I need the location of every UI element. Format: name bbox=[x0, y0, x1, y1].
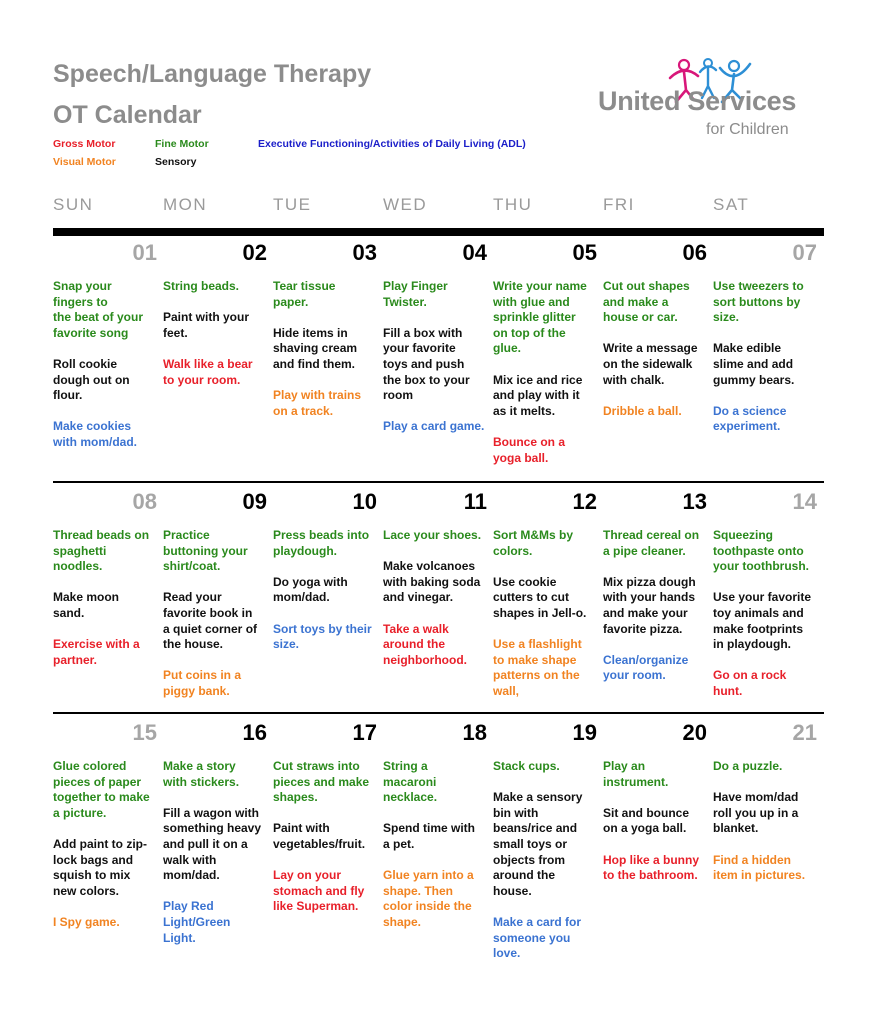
activity-item: Make a story with stickers. bbox=[163, 759, 240, 789]
activity-item: Make a sensory bin with beans/rice and small toys or objects from around the house. bbox=[493, 790, 583, 898]
activity-item: Walk like a bear to your room. bbox=[163, 356, 253, 387]
activity-item: Play Finger Twister. bbox=[383, 279, 448, 309]
day-number: 01 bbox=[132, 240, 157, 265]
activity-item: Make cookies with mom/dad. bbox=[53, 419, 137, 449]
activity-item: String beads. bbox=[163, 279, 240, 293]
activity-item: Snap your fingers to the beat of your favorite song bbox=[53, 279, 144, 340]
day-number: 02 bbox=[242, 240, 267, 265]
day-number: 12 bbox=[572, 489, 597, 514]
activity-item: Write a message on the sidewalk with chalk. bbox=[603, 341, 698, 387]
activity-list bbox=[163, 279, 267, 404]
activity-item: Do yoga with mom/dad. bbox=[273, 574, 348, 605]
activity-item: Dribble a ball. bbox=[603, 403, 682, 418]
activity-item: Squeezing toothpaste onto your toothbrush. bbox=[713, 528, 809, 574]
activity-list bbox=[383, 759, 487, 946]
activity-item: I Spy game. bbox=[53, 914, 120, 929]
day-name-mon: MON bbox=[163, 195, 208, 214]
activity-list bbox=[53, 279, 157, 466]
activity-item: Play an instrument. bbox=[603, 759, 669, 789]
page-subtitle: OT Calendar bbox=[53, 101, 202, 129]
activity-item: Write your name with glue and sprinkle glitter on top of the glue. bbox=[493, 279, 587, 356]
activity-item: Thread cereal on a pipe cleaner. bbox=[603, 528, 700, 558]
activity-item: Cut straws into pieces and make shapes. bbox=[273, 759, 370, 805]
day-number: 08 bbox=[132, 489, 157, 514]
activity-list bbox=[383, 528, 487, 684]
activity-item: Thread beads on spaghetti noodles. bbox=[53, 528, 150, 574]
legend-gross-motor: Gross Motor bbox=[53, 138, 116, 150]
activity-item: Take a walk around the neighborhood. bbox=[383, 621, 467, 667]
day-name-sat: SAT bbox=[713, 195, 750, 214]
activity-item: Hide items in shaving cream and find them. bbox=[273, 325, 358, 371]
activity-item: Use your favorite toy animals and make footprints in playdough. bbox=[713, 590, 812, 652]
activity-item: Lace your shoes. bbox=[383, 528, 482, 542]
activity-item: Glue yarn into a shape. Then color inside the shape. bbox=[383, 868, 474, 929]
day-number: 19 bbox=[572, 720, 597, 745]
activity-item: Add paint to zip- lock bags and squish to mix new colors. bbox=[53, 836, 147, 898]
activity-item: Mix ice and rice and play with it as it melts. bbox=[493, 372, 583, 418]
day-number: 17 bbox=[352, 720, 377, 745]
day-number: 03 bbox=[352, 240, 377, 265]
activity-item: Hop like a bunny to the bathroom. bbox=[603, 852, 700, 883]
activity-list bbox=[163, 528, 267, 715]
day-number: 15 bbox=[132, 720, 157, 745]
legend-sensory: Sensory bbox=[155, 156, 197, 168]
activity-item: Make volcanoes with baking soda and vinegar. bbox=[383, 559, 481, 605]
activity-item: Use cookie cutters to cut shapes in Jell-o. bbox=[493, 574, 587, 620]
day-number: 10 bbox=[352, 489, 377, 514]
activity-list bbox=[493, 759, 597, 977]
activity-item: Clean/organize your room. bbox=[603, 652, 689, 683]
day-number: 05 bbox=[572, 240, 597, 265]
activity-item: Bounce on a yoga ball. bbox=[493, 434, 566, 465]
activity-item: Press beads into playdough. bbox=[273, 528, 370, 558]
activity-list bbox=[493, 279, 597, 482]
day-number: 13 bbox=[682, 489, 707, 514]
activity-item: Paint with vegetables/fruit. bbox=[273, 821, 366, 851]
activity-item: Put coins in a piggy bank. bbox=[163, 668, 242, 698]
activity-item: Have mom/dad roll you up in a blanket. bbox=[713, 790, 799, 836]
day-number: 07 bbox=[792, 240, 817, 265]
day-number: 11 bbox=[463, 489, 487, 514]
activity-item: Play with trains on a track. bbox=[273, 388, 362, 418]
activity-list bbox=[383, 279, 487, 451]
page-title: Speech/Language Therapy bbox=[53, 60, 372, 88]
activity-list bbox=[273, 759, 377, 931]
activity-list bbox=[273, 528, 377, 668]
activity-item: Use a flashlight to make shape patterns on the wall, bbox=[493, 637, 582, 698]
activity-item: Make moon sand. bbox=[53, 590, 120, 620]
activity-item: Glue colored pieces of paper together to make a picture. bbox=[53, 759, 150, 820]
activity-list bbox=[713, 759, 817, 899]
activity-list bbox=[493, 528, 597, 715]
calendar-top-rule bbox=[53, 228, 824, 236]
activity-item: Make a card for someone you love. bbox=[493, 914, 582, 961]
activity-item: Cut out shapes and make a house or car. bbox=[603, 279, 690, 325]
activity-item: Paint with your feet. bbox=[163, 310, 250, 340]
activity-list bbox=[603, 759, 707, 899]
activity-item: Lay on your stomach and fly like Superman. bbox=[273, 868, 365, 914]
day-number: 14 bbox=[792, 489, 817, 514]
activity-list bbox=[713, 528, 817, 715]
activity-list bbox=[713, 279, 817, 451]
activity-item: Read your favorite book in a quiet corner of the house. bbox=[163, 590, 258, 652]
activity-item: Tear tissue paper. bbox=[273, 279, 336, 309]
activity-item: Sit and bounce on a yoga ball. bbox=[603, 805, 690, 836]
activity-list bbox=[603, 528, 707, 700]
united-services-logo bbox=[598, 58, 823, 142]
day-number: 20 bbox=[682, 720, 707, 745]
activity-list bbox=[53, 528, 157, 684]
week-divider bbox=[53, 481, 824, 483]
logo-name: United Services bbox=[598, 86, 797, 116]
activity-item: Find a hidden item in pictures. bbox=[713, 852, 806, 883]
activity-item: Stack cups. bbox=[493, 759, 560, 773]
activity-item: Play Red Light/Green Light. bbox=[163, 899, 231, 945]
activity-item: Roll cookie dough out on flour. bbox=[53, 356, 130, 403]
activity-item: String a macaroni necklace. bbox=[383, 759, 438, 805]
legend-fine-motor: Fine Motor bbox=[155, 138, 209, 150]
activity-item: Sort toys by their size. bbox=[273, 621, 372, 652]
day-name-fri: FRI bbox=[603, 195, 635, 214]
legend-executive-functioning: Executive Functioning/Activities of Daily Living (ADL) bbox=[258, 138, 526, 150]
activity-item: Fill a box with your favorite toys and push the box to your room bbox=[383, 325, 470, 403]
activity-item: Do a science experiment. bbox=[713, 403, 787, 434]
activity-item: Make edible slime and add gummy bears. bbox=[713, 341, 795, 387]
activity-item: Do a puzzle. bbox=[713, 759, 783, 773]
day-name-thu: THU bbox=[493, 195, 533, 214]
activity-item: Sort M&Ms by colors. bbox=[493, 528, 574, 558]
day-name-tue: TUE bbox=[273, 195, 312, 214]
day-name-wed: WED bbox=[383, 195, 428, 214]
day-number: 06 bbox=[682, 240, 707, 265]
activity-list bbox=[603, 279, 707, 435]
activity-item: Exercise with a partner. bbox=[53, 637, 140, 667]
activity-list bbox=[53, 759, 157, 946]
day-name-sun: SUN bbox=[53, 195, 94, 214]
activity-item: Spend time with a pet. bbox=[383, 821, 476, 851]
activity-list bbox=[163, 759, 267, 962]
legend-visual-motor: Visual Motor bbox=[53, 156, 116, 168]
activity-item: Fill a wagon with something heavy and pull it on a walk with mom/dad. bbox=[163, 805, 262, 883]
activity-item: Play a card game. bbox=[383, 419, 485, 434]
day-number: 18 bbox=[462, 720, 487, 745]
activity-item: Use tweezers to sort buttons by size. bbox=[713, 279, 804, 325]
day-number: 16 bbox=[242, 720, 267, 745]
activity-item: Mix pizza dough with your hands and make your favorite pizza. bbox=[603, 574, 696, 636]
activity-item: Go on a rock hunt. bbox=[713, 668, 787, 698]
activity-item: Practice buttoning your shirt/coat. bbox=[163, 528, 248, 574]
day-number: 04 bbox=[462, 240, 487, 265]
activity-list bbox=[273, 279, 377, 435]
logo-subtitle: for Children bbox=[706, 121, 789, 138]
day-number: 21 bbox=[792, 720, 817, 745]
day-number: 09 bbox=[242, 489, 267, 514]
